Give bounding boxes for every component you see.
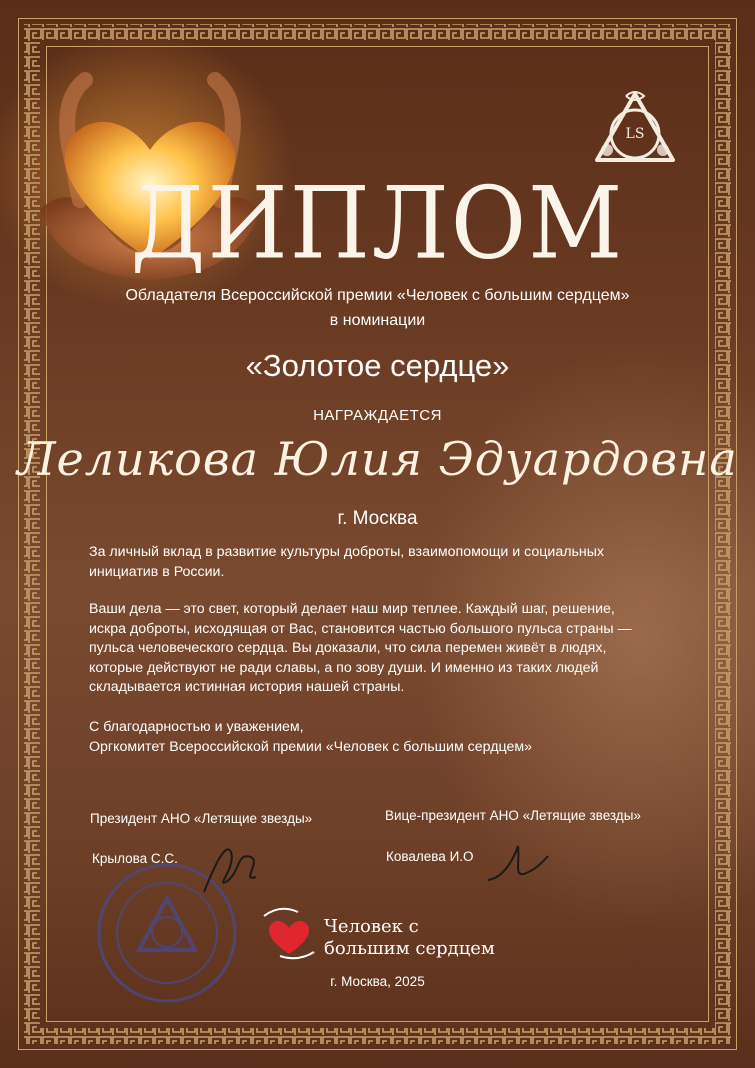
closing-line-1: С благодарностью и уважением,: [89, 719, 304, 735]
brand-name: [324, 916, 495, 960]
recipient-city: г. Москва: [337, 508, 418, 529]
closing-block: [89, 718, 649, 757]
nomination-intro: в номинации: [329, 312, 426, 329]
left-signatory-title: Президент АНО «Летящие звезды»: [90, 811, 313, 826]
footer-place-date: г. Москва, 2025: [330, 974, 425, 989]
recipient-name: Леликова Юлия Эдуардовна: [17, 432, 738, 486]
right-signatory-name: Ковалева И.О: [386, 849, 474, 864]
signature-icon: [196, 832, 266, 902]
signature-icon: [484, 838, 554, 888]
closing-line-2: Оргкомитет Всероссийской премии «Человек с большим сердцем»: [89, 738, 532, 755]
svg-text:LS: LS: [625, 126, 645, 142]
diploma-title: ДИПЛОМ: [130, 165, 625, 282]
brand-heart-icon: [258, 902, 320, 964]
owner-line: Обладателя Всероссийской премии «Человек с большим сердцем»: [125, 287, 630, 304]
brand-line-1: Человек с: [324, 916, 419, 937]
right-signatory-title: Вице-президент АНО «Летящие звезды»: [385, 808, 641, 823]
awarded-label: НАГРАЖДАЕТСЯ: [313, 407, 442, 424]
paragraph-contribution: За личный вклад в развитие культуры доброты, взаимопомощи и социальных инициатив в России.: [89, 544, 605, 580]
brand-line-2: большим сердцем: [324, 938, 495, 959]
left-signatory-name: Крылова С.С.: [92, 851, 178, 866]
organization-logo-icon: [593, 88, 677, 166]
nomination-title: «Золотое сердце»: [245, 348, 510, 383]
paragraph-appreciation: Ваши дела — это свет, который делает наш мир теплее. Каждый шаг, решение, искра доброты, исходящая от Вас, становится частью большого пульса страны — пульса человеческого сердца. Вы доказали, что сила перемен живёт в людях, которые действуют не ради славы, а по зову души. И именно из таких людей складывается истинная история нашей страны.: [89, 601, 632, 695]
